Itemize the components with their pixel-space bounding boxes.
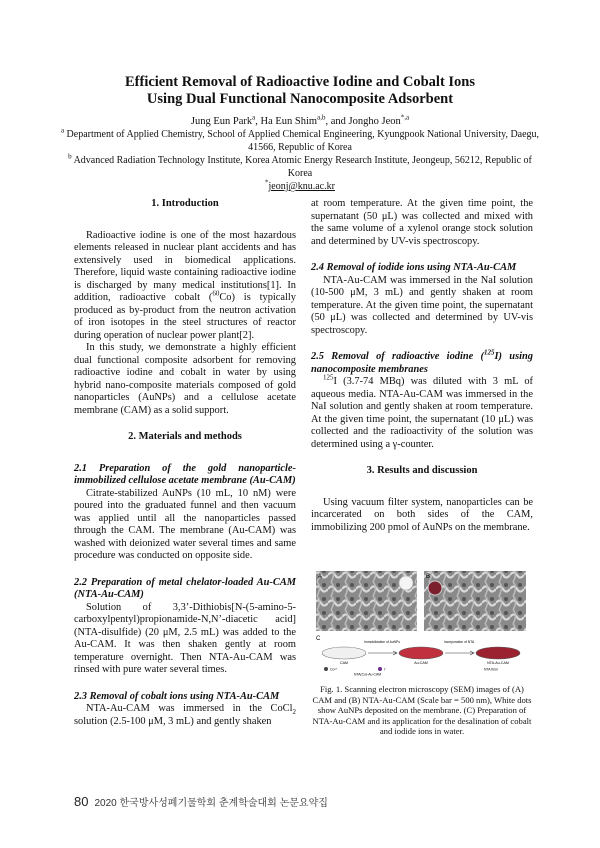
author-2-sup: a,b [317,113,326,122]
section-2-4-text: NTA-Au-CAM was immersed in the NaI solution (10-500 μM, 3 mL) and gently shaken at room temperature. At the given time point, the supernatant (50 μL) was collected and determined by UV-vis spectroscopy. [311,274,533,336]
author-1-sup: a [252,113,256,122]
label-i: I⁻ [384,667,387,672]
results-text: Using vacuum filter system, nanoparticles can be incarcerated on both sides of the CAM, immobilizing 200 pmol of AuNPs on the membrane. [311,496,533,533]
left-column [74,198,296,728]
affil-a-sup: a [60,126,65,135]
section-2-3-text: NTA-Au-CAM was immersed in the CoCl$_2$ solution (2.5-100 μM, 3 mL) and gently shaken [74,703,296,727]
affil-b-sup: b [68,152,72,161]
ntaaucam-inset-red [428,581,442,595]
panel-a-label: A [318,574,323,580]
methods-heading: 2. Materials and methods [128,431,242,442]
section-2-2-text: Solution of 3,3’-Dithiobis[N-(5-amino-5-carboxylpentyl)propionamide-N,N’-diacetic acid] (NTA-disulfide) (20 μM, 2.5 mL) was added to the Au-CAM. It was then shaken gently at room temperature overnight. Then NTA-Au-CAM was rinsed with pure water several times. [74,601,296,675]
aucam-schematic [399,647,443,659]
label-ntaaucam: NTA-Au-CAM [487,661,509,665]
sem-image-b [424,571,526,631]
cam-inset-white [399,576,413,590]
label-bottom: NTA(Co)-Au-CAM [354,672,382,676]
author-2: Ha Eun Shim [260,116,318,127]
affil-b-text: Advanced Radiation Technology Institute, Korea Atomic Energy Research Institute, Jeongeup, 56212, Republic of Korea [71,155,532,179]
section-2-5-text: $^{125}$I (3.7-74 MBq) was diluted with 3 mL of aqueous media. NTA-Au-CAM was immersed in the NaI solution and gently shaken at room temperature. At the given time point, the supernatant (10 μL) was collected and the radioactivity of the solution was determined using a γ-counter. [311,373,533,450]
section-2-1-heading: 2.1 Preparation of the gold nanoparticle-immobilized cellulose acetate membrane (Au-CAM) [74,462,296,486]
intro-paragraph-1: Radioactive iodine is one of the most hazardous elements released in nuclear plant accidents and has extensively used in biomedical applications. Therefore, liquid waste containing radioactive iodine is discharged by many medical institutions[1]. In addition, radioactive cobalt ($^{60}$Co) is typically produced as by-product from the neutron activation of iron isotopes in the steel structures of reactor during operation of nuclear power plant[2]. [74,229,296,341]
title-line-2: Using Dual Functional Nanocomposite Adsorbent [146,91,454,107]
paper-title [0,74,600,108]
label-immobilization: Immobilization of AuNPs [364,640,400,644]
author-3-sup: *,a [400,113,410,122]
results-heading: 3. Results and discussion [366,465,478,476]
cam-schematic [322,647,366,659]
section-2-3-continued: at room temperature. At the given time point, the supernatant (50 μL) was collected and mixed with the same volume of a xylenol orange stock solution and determined by UV-vis spectroscopy. [311,198,533,247]
author-sep-1: , [255,116,261,127]
section-2-2-heading: 2.2 Preparation of metal chelator-loaded Au-CAM (NTA-Au-CAM) [74,576,296,600]
author-1: Jung Eun Park [190,116,253,127]
panel-c-label: C [316,636,321,642]
author-3: Jongho Jeon [348,116,401,127]
ntaaucam-schematic [476,647,520,659]
label-aucam: Au-CAM [414,661,428,665]
iodide-ion-icon [378,667,382,671]
label-incorporation: Incorporation of NTA [443,640,475,644]
page-number: 80 [74,794,89,809]
arrow-1 [368,651,397,655]
author-list [0,115,600,128]
title-line-1: Efficient Removal of Radioactive Iodine and Cobalt Ions [124,74,476,90]
author-sep-2: , and [325,116,349,127]
intro-paragraph-2: In this study, we demonstrate a highly efficient dual functional composite adsorbent for removing radioactive iodine and cobalt in water by using hybrid nano-composite materials composed of gold nanoparticles (AuNPs) and a cellulose acetate membrane (CAM) as a solid support. [74,342,296,416]
affil-a-text: Department of Applied Chemistry, School of Applied Chemical Engineering, Kyungpook National University, Daegu, 41566, Republic of Korea [64,129,540,153]
co-ion-icon [324,667,328,671]
figure-caption: Fig. 1. Scanning electron microscopy (SEM) images of (A) CAM and (B) NTA-Au-CAM (Scale bar = 500 nm), White dots show AuNPs deposited on the membrane. (C) Preparation of NTA-Au-CAM and its application for the desalination of cobalt and iodide ions in water. [312,684,532,736]
section-2-5-heading: 2.5 Removal of radioactive iodine ($^{125}$I) using nanocomposite membranes [311,348,533,375]
footer-text: 2020 한국방사성폐기물학회 춘계학술대회 논문요약집 [94,798,328,809]
corresponding-email [60,180,540,193]
email-sup: * [265,178,269,187]
section-2-1-text: Citrate-stabilized AuNPs (10 mL, 10 nM) were poured into the graduated funnel and then vacuum was applied until all the nanoparticles passed through the CAM. The membrane (Au-CAM) was washed with deionized water several times and same procedure was conducted on opposite side. [74,487,296,561]
figure-1 [314,568,528,676]
email-link[interactable]: jeonj@knu.ac.kr [268,181,335,192]
affiliation-a [60,128,540,154]
label-co: Co²⁺ [330,667,338,672]
panel-b-label: B [426,574,431,580]
arrow-2 [445,651,474,655]
section-2-4-heading: 2.4 Removal of iodide ions using NTA-Au-CAM [311,262,517,273]
label-cam: CAM [340,661,348,665]
affiliation-b [60,154,540,180]
label-nta: NTA thiol [484,667,498,672]
affiliations [60,128,540,193]
section-2-3-heading: 2.3 Removal of cobalt ions using NTA-Au-CAM [74,690,280,702]
intro-heading: 1. Introduction [151,198,219,209]
page-footer [74,794,328,809]
right-column [311,198,533,534]
